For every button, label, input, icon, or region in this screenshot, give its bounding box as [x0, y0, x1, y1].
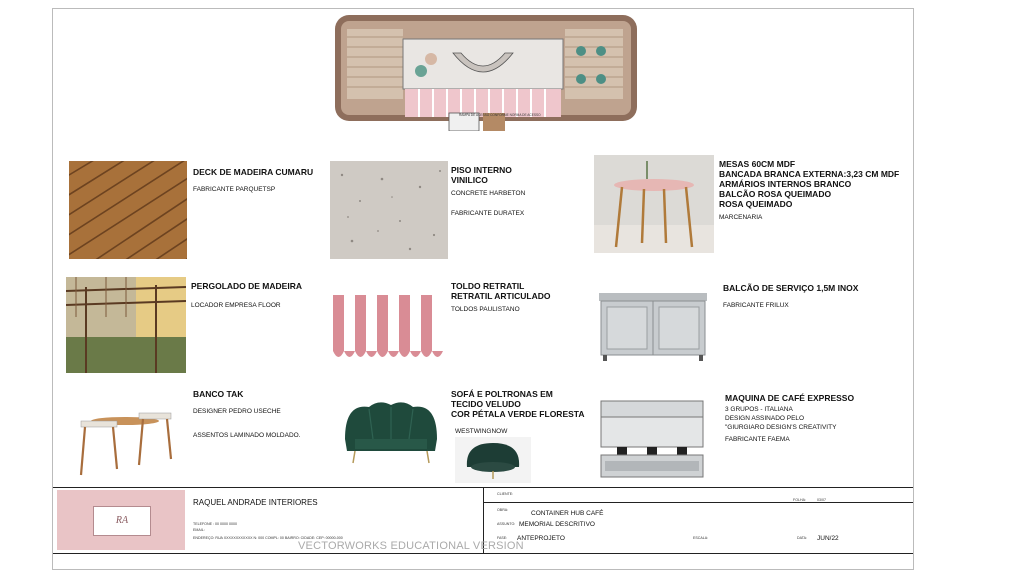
pergola-photo	[66, 277, 186, 373]
espresso-machine	[597, 399, 707, 481]
striped-awning	[333, 295, 445, 365]
terrazzo-floor-swatch	[330, 161, 448, 259]
item-note: FABRICANTE FRILUX	[723, 302, 789, 309]
fase-value: ANTEPROJETO	[517, 535, 565, 542]
item-note: LOCADOR EMPRESA FLOOR	[191, 302, 281, 309]
divider	[483, 502, 913, 503]
folha-value: 03/07	[817, 498, 826, 502]
steel-counter	[597, 291, 709, 361]
assunto-value: MEMORIAL DESCRITIVO	[519, 521, 595, 528]
fase-label: FASE:	[497, 536, 508, 540]
studio-email: EMAIL:	[193, 528, 205, 532]
item-note: FABRICANTE FAEMA	[725, 436, 790, 443]
studio-logo: RA	[93, 506, 151, 536]
watermark: VECTORWORKS EDUCATIONAL VERSION	[298, 540, 524, 552]
item-title: SOFÁ E POLTRONAS EM TECIDO VELUDO COR PÉTALA VERDE FLORESTA	[451, 389, 585, 419]
velvet-sofa	[339, 399, 443, 465]
item-title: PISO INTERNO VINILICO	[451, 165, 512, 185]
escala-label: ESCALA:	[693, 536, 709, 540]
item-note: WESTWINGNOW	[455, 428, 508, 435]
item-title: PERGOLADO DE MADEIRA	[191, 281, 302, 291]
data-label: DATA:	[797, 536, 808, 540]
studio-phone: TELEFONE : 00 0000 0000	[193, 522, 237, 526]
item-note: TOLDOS PAULISTANO	[451, 306, 520, 313]
presentation-sheet	[52, 8, 914, 570]
item-note: 3 GRUPOS - ITALIANA DESIGN ASSINADO PELO "GIURGIARO DESIGN'S CREATIVITY	[725, 406, 837, 431]
cliente-label: CLIENTE:	[497, 492, 514, 496]
ramp-label: RAMPA DE ACESSO CONFORME NORMA DE ACESSO	[459, 113, 541, 117]
bench-tak	[73, 409, 177, 479]
assunto-label: ASSUNTO:	[497, 522, 516, 526]
studio-address: ENDEREÇO: RUA XXXXXXXXXXXX N: 000 COMPL: 00 BAIRRO: CIDADE: CEP: 00000-000	[193, 536, 343, 540]
item-title: TOLDO RETRATIL RETRATIL ARTICULADO	[451, 281, 551, 301]
wood-deck-swatch	[69, 161, 187, 259]
site-floor-plan	[333, 13, 639, 131]
item-title: MAQUINA DE CAFÉ EXPRESSO	[725, 393, 855, 403]
item-title: BALCÃO DE SERVIÇO 1,5M INOX	[723, 283, 859, 293]
armchair-thumbnail	[455, 437, 531, 483]
item-title: BANCO TAK	[193, 389, 244, 399]
obra-label: OBRA:	[497, 508, 509, 512]
item-title: DECK DE MADEIRA CUMARU	[193, 167, 314, 177]
item-title: MESAS 60CM MDF BANCADA BRANCA EXTERNA:3,23 CM MDF ARMÁRIOS INTERNOS BRANCO BALCÃO ROSA QUEIMADO ROSA QUEIMADO	[719, 159, 900, 209]
item-note: DESIGNER PEDRO USECHE	[193, 408, 281, 415]
folha-label: FOLHA:	[793, 498, 806, 502]
round-table-photo	[594, 155, 714, 253]
item-note: FABRICANTE DURATEX	[451, 210, 525, 217]
item-note: MARCENARIA	[719, 214, 763, 221]
studio-name: RAQUEL ANDRADE INTERIORES	[193, 498, 318, 507]
data-value: JUN/22	[817, 535, 839, 542]
item-note: CONCRETE HARBETON	[451, 190, 526, 197]
logo-panel	[57, 490, 185, 550]
item-note: ASSENTOS LAMINADO MOLDADO.	[193, 432, 301, 439]
item-note: FABRICANTE PARQUETSP	[193, 186, 276, 193]
obra-value: CONTAINER HUB CAFÉ	[531, 510, 604, 517]
